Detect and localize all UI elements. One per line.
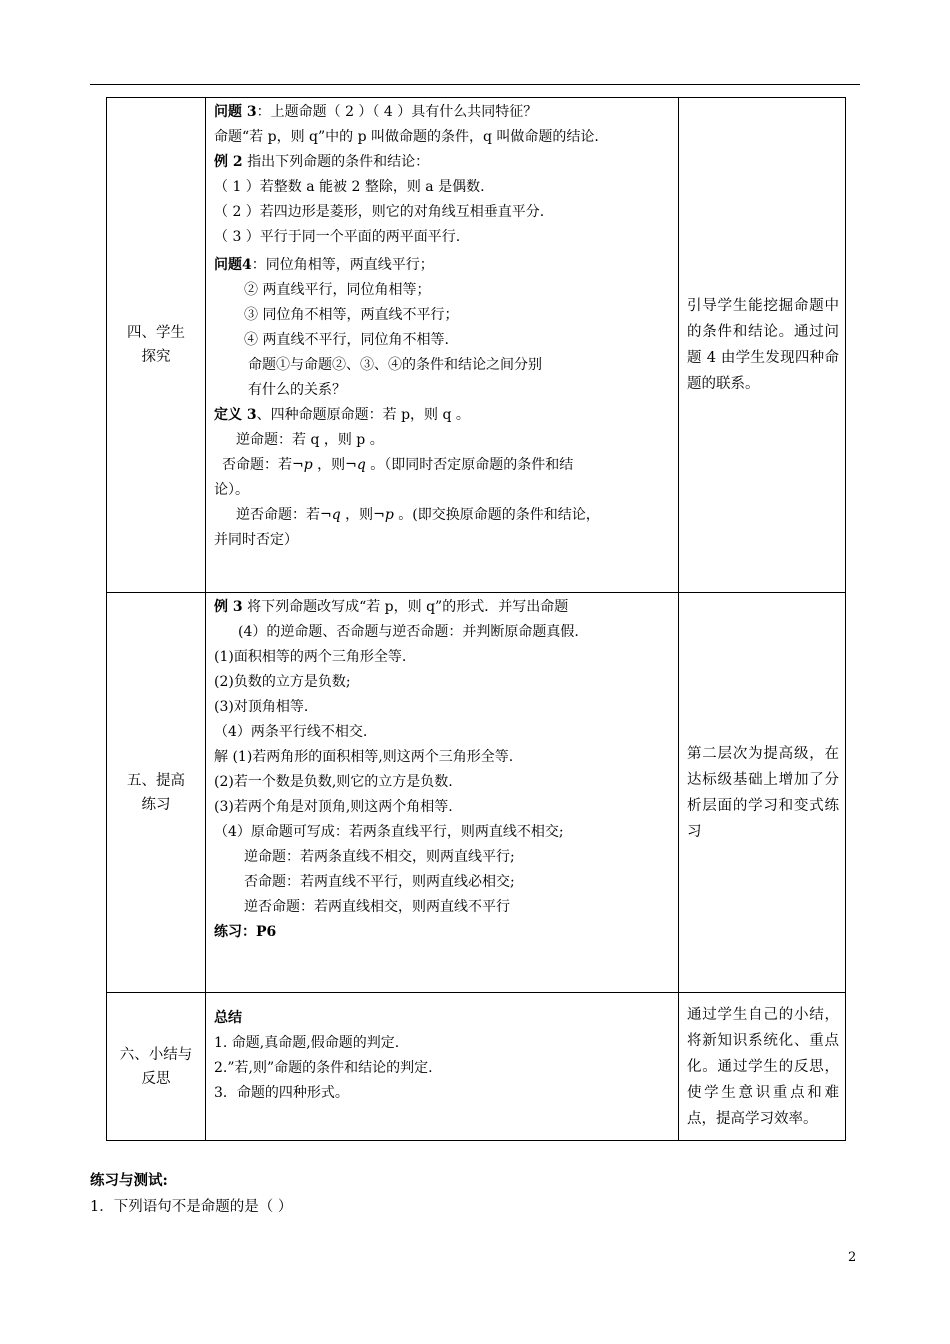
solution-line: (3)若两个角是对顶角,则这两个角相等. — [214, 799, 453, 815]
teaching-note: 通过学生自己的小结，将新知识系统化、重点化。通过学生的反思，使学生意识重点和难点，提高学习效率。 — [687, 1006, 839, 1127]
stage-cell — [107, 993, 206, 1141]
content-cell — [206, 98, 679, 593]
note-cell — [679, 993, 846, 1141]
exercise-heading: 练习与测试: — [90, 1172, 168, 1189]
definition-3-text: 、四种命题原命题：若 p，则 q 。 — [256, 407, 470, 423]
list-item: 1. 命题,真命题,假命题的判定. — [214, 1035, 400, 1051]
definition-3-label: 定义 3 — [214, 407, 257, 423]
content-cell — [206, 993, 679, 1141]
stage-label: 六、小结与 — [119, 1046, 193, 1063]
list-item: 2.”若,则”命题的条件和结论的判定. — [214, 1060, 433, 1076]
question-4-label: 问题4 — [214, 257, 252, 273]
solution-line: 逆命题：若两条直线不相交，则两直线平行; — [244, 849, 515, 865]
contrapositive-line: 逆否命题：若¬q ，则¬p 。(即交换原命题的条件和结论， — [236, 507, 600, 523]
teaching-note: 第二层次为提高级，在达标级基础上增加了分析层面的学习和变式练习 — [687, 745, 839, 840]
content-cell — [206, 593, 679, 993]
exercise-question: 1．下列语句不是命题的是（ ） — [90, 1199, 293, 1215]
table-row — [107, 993, 846, 1141]
table-row — [107, 593, 846, 993]
solution-line: (2)若一个数是负数,则它的立方是负数. — [214, 774, 453, 790]
question-3-label: 问题 3 — [214, 104, 257, 120]
note-cell — [679, 98, 846, 593]
list-item: （4）两条平行线不相交. — [214, 724, 368, 740]
example-2-label: 例 2 — [214, 154, 243, 170]
stage-label: 四、学生 — [127, 325, 185, 341]
condition-definition: 命题“若 p，则 q”中的 p 叫做命题的条件，q 叫做命题的结论. — [214, 129, 599, 145]
question-4-text: ：同位角相等，两直线平行； — [251, 257, 434, 273]
stage-label: 反思 — [141, 1070, 171, 1087]
list-item: ② 两直线平行，同位角相等； — [244, 282, 431, 298]
contrapositive-line-end: 并同时否定） — [214, 532, 298, 548]
list-item: (3)对顶角相等. — [214, 699, 309, 715]
teaching-note: 引导学生能挖掘命题中的条件和结论。通过问题 4 由学生发现四种命题的联系。 — [687, 298, 839, 392]
converse-line: 逆命题：若 q ，则 p 。 — [236, 432, 384, 448]
example-3-label: 例 3 — [214, 599, 243, 615]
example-2-text: 指出下列命题的条件和结论： — [242, 154, 430, 170]
question-4-ask: 命题①与命题②、③、④的条件和结论之间分别 — [248, 357, 542, 373]
solution-line: 否命题：若两直线不平行，则两直线必相交; — [244, 874, 515, 890]
question-3-text: ：上题命题（ 2 ）（ 4 ）具有什么共同特征？ — [256, 104, 538, 120]
list-item: (2)负数的立方是负数; — [214, 674, 351, 690]
stage-label: 五、提高 — [127, 772, 185, 789]
list-item: ④ 两直线不平行，同位角不相等. — [244, 332, 449, 348]
inverse-line: 否命题：若¬p ，则¬q 。（即同时否定原命题的条件和结 — [222, 457, 574, 473]
list-item: ③ 同位角不相等，两直线不平行； — [244, 307, 459, 323]
solution-line: 逆否命题：若两直线相交，则两直线不平行 — [244, 899, 510, 915]
list-item: 3．命题的四种形式。 — [214, 1085, 349, 1101]
list-item: （ 3 ）平行于同一个平面的两平面平行. — [214, 229, 461, 245]
table-row — [107, 98, 846, 593]
note-cell — [679, 593, 846, 993]
stage-label: 探究 — [141, 349, 171, 365]
lesson-plan-table — [106, 97, 846, 1141]
list-item: （ 1 ）若整数 a 能被 2 整除，则 a 是偶数. — [214, 179, 485, 195]
solution-line: （4）原命题可写成：若两条直线平行，则两直线不相交; — [214, 824, 564, 840]
list-item: （ 2 ）若四边形是菱形，则它的对角线互相垂直平分. — [214, 204, 545, 220]
practice-label: 练习：P6 — [214, 924, 277, 940]
question-4-ask: 有什么的关系？ — [248, 382, 346, 398]
example-3-text-cont: (4）的逆命题、否命题与逆否命题：并判断原命题真假. — [238, 624, 579, 640]
stage-cell — [107, 98, 206, 593]
inverse-line-end: 论）。 — [214, 482, 249, 498]
stage-cell — [107, 593, 206, 993]
stage-label: 练习 — [141, 796, 171, 813]
list-item: (1)面积相等的两个三角形全等. — [214, 649, 407, 665]
page-number: 2 — [848, 1250, 857, 1265]
solution-line: 解 (1)若两角形的面积相等,则这两个三角形全等. — [214, 749, 514, 765]
summary-label: 总结 — [214, 1010, 242, 1026]
example-3-text: 将下列命题改写成“若 p，则 q”的形式．并写出命题 — [242, 599, 569, 615]
header-rule — [90, 84, 860, 85]
